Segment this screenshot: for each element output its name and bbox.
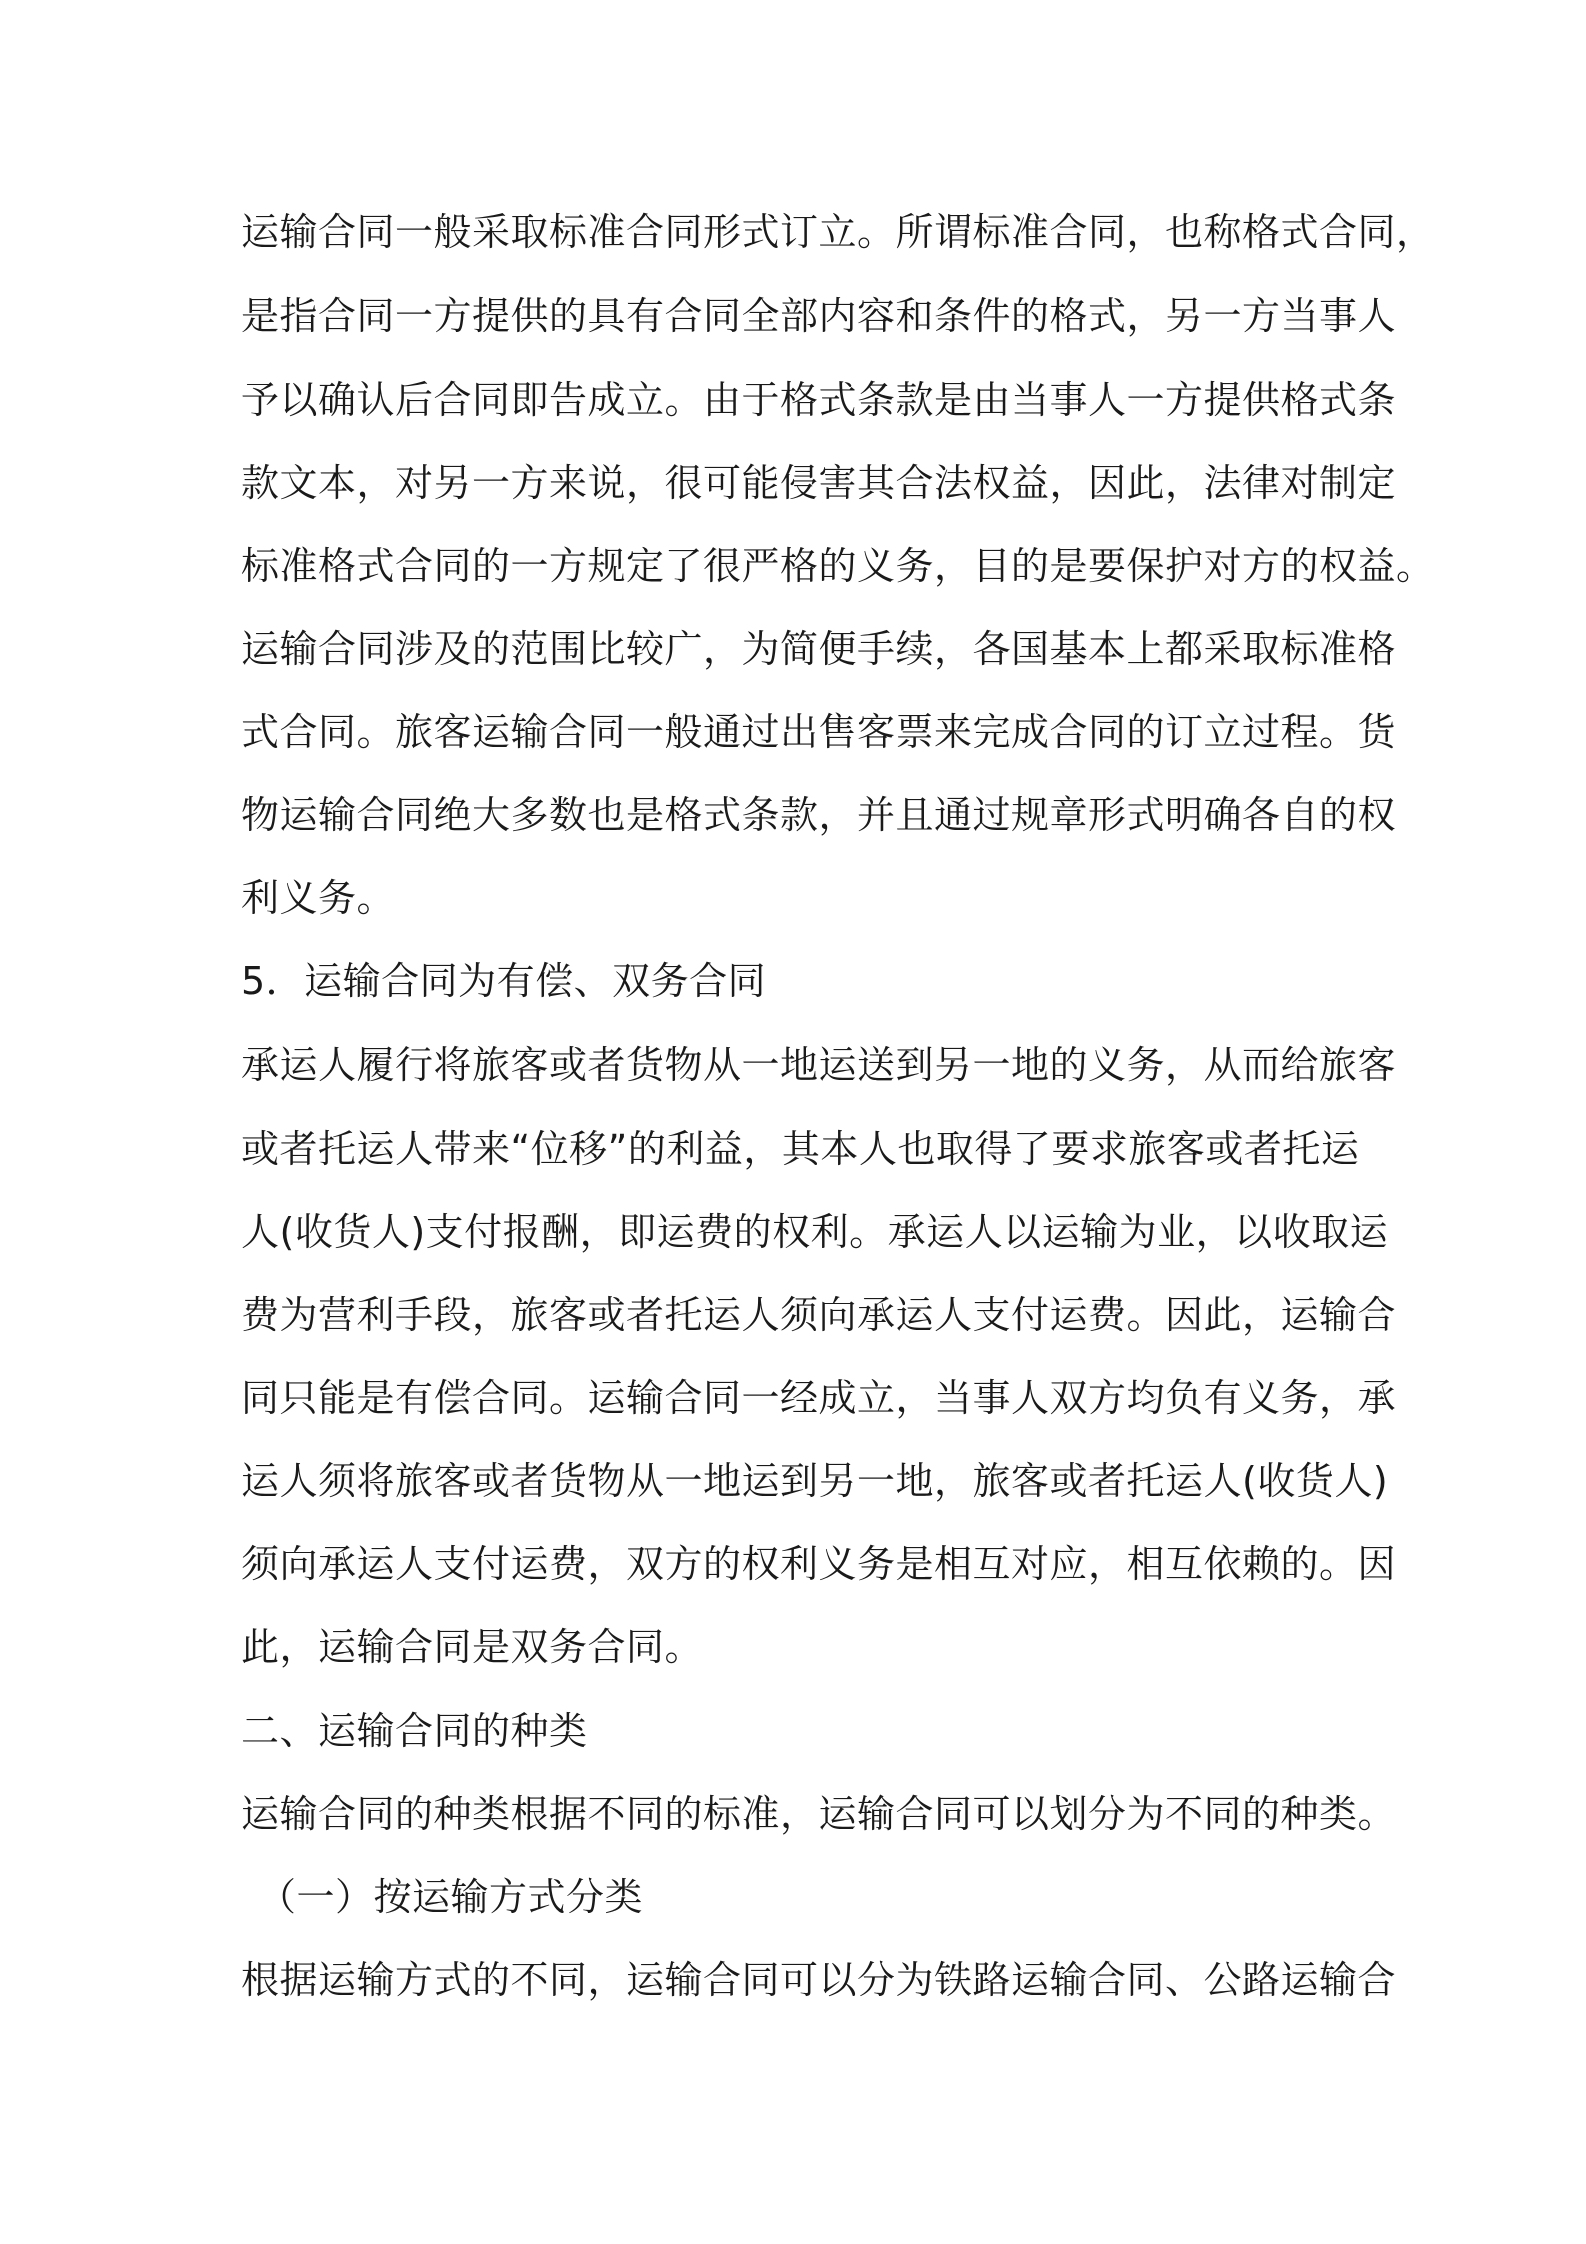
text-line-1: 运输合同一般采取标准合同形式订立。所谓标准合同，也称格式合同， [241,210,1435,254]
text-line-14: 费为营利手段，旅客或者托运人须向承运人支付运费。因此，运输合 [241,1293,1397,1337]
text-line-11: 承运人履行将旅客或者货物从一地运送到另一地的义务，从而给旅客 [241,1043,1397,1087]
text-line-4: 款文本，对另一方来说，很可能侵害其合法权益，因此，法律对制定 [241,461,1397,505]
subsection-heading-1: （一）按运输方式分类 [258,1875,644,1919]
text-line-7: 式合同。旅客运输合同一般通过出售客票来完成合同的订立过程。货 [241,710,1397,754]
text-line-22: 根据运输方式的不同，运输合同可以分为铁路运输合同、公路运输合 [241,1958,1397,2002]
text-line-9: 利义务。 [241,876,396,920]
text-line-8: 物运输合同绝大多数也是格式条款，并且通过规章形式明确各自的权 [241,793,1397,837]
section-heading-5: 5．运输合同为有偿、双务合同 [241,959,767,1003]
text-line-6: 运输合同涉及的范围比较广，为简便手续，各国基本上都采取标准格 [241,627,1397,671]
text-line-12: 或者托运人带来“位移”的利益，其本人也取得了要求旅客或者托运 [241,1127,1360,1171]
text-line-16: 运人须将旅客或者货物从一地运到另一地，旅客或者托运人(收货人) [241,1459,1389,1503]
text-line-15: 同只能是有偿合同。运输合同一经成立，当事人双方均负有义务，承 [241,1376,1397,1420]
text-line-17: 须向承运人支付运费，双方的权利义务是相互对应，相互依赖的。因 [241,1542,1397,1586]
section-heading-2: 二、运输合同的种类 [241,1709,588,1753]
text-line-20: 运输合同的种类根据不同的标准，运输合同可以划分为不同的种类。 [241,1792,1397,1836]
text-line-5: 标准格式合同的一方规定了很严格的义务，目的是要保护对方的权益。 [241,544,1435,588]
text-line-2: 是指合同一方提供的具有合同全部内容和条件的格式，另一方当事人 [241,294,1397,338]
text-line-3: 予以确认后合同即告成立。由于格式条款是由当事人一方提供格式条 [241,378,1397,422]
text-line-13: 人(收货人)支付报酬，即运费的权利。承运人以运输为业，以收取运 [241,1210,1389,1254]
text-line-18: 此，运输合同是双务合同。 [241,1625,704,1669]
